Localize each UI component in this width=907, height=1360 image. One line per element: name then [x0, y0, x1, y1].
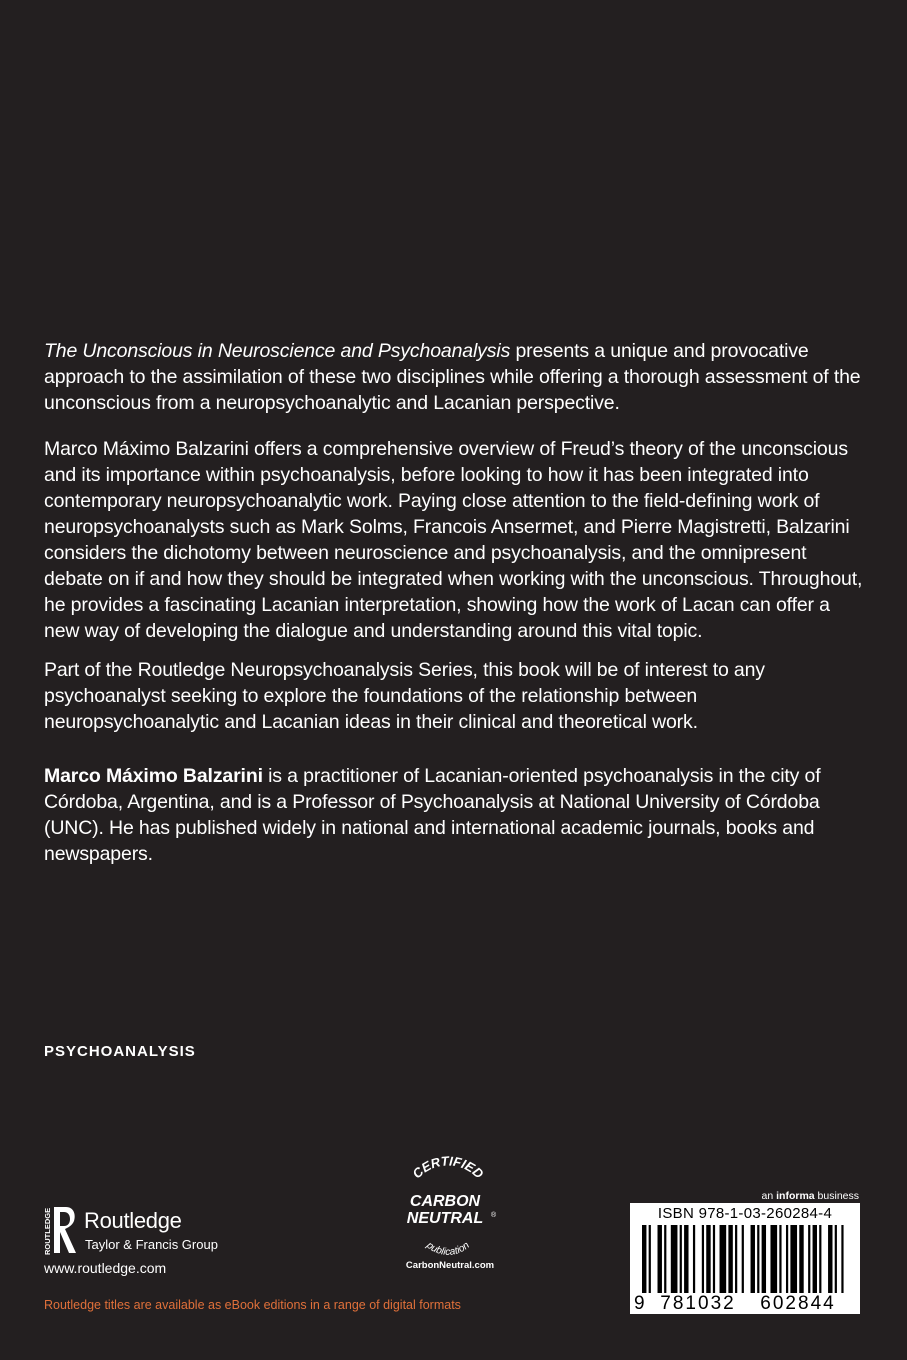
barcode-bar: [671, 1225, 678, 1293]
carbon-neutral-publication: publication: [424, 1240, 472, 1258]
barcode-bar: [702, 1225, 704, 1293]
barcode-bar: [790, 1225, 797, 1293]
carbon-neutral-logo: [385, 1148, 511, 1278]
barcode-bar: [742, 1225, 744, 1293]
barcode-bar: [779, 1225, 781, 1293]
barcode-bar: [720, 1225, 727, 1293]
barcode-bar: [751, 1225, 755, 1293]
barcode-digits: [630, 1291, 860, 1313]
carbon-neutral-carbon: CARBON: [409, 1193, 481, 1210]
barcode-bar: [819, 1225, 821, 1293]
barcode-bar: [642, 1225, 646, 1293]
carbon-neutral-neutral: NEUTRAL: [406, 1210, 484, 1227]
ebook-note: Routledge titles are available as eBook editions in a range of digital formats: [44, 1298, 461, 1312]
barcode-bars: [642, 1225, 848, 1293]
blurb-paragraph-1: [44, 338, 866, 416]
carbon-neutral-certified: CERTIFIED: [409, 1153, 487, 1182]
barcode-right-digits: 602844: [760, 1293, 836, 1313]
blurb-paragraph-2: [44, 436, 866, 644]
barcode-bar: [799, 1225, 803, 1293]
barcode-bar: [706, 1225, 710, 1293]
informa-suffix: business: [814, 1190, 859, 1202]
publisher-group: Taylor & Francis Group: [85, 1237, 218, 1252]
carbon-neutral-registered: ®: [491, 1212, 497, 1219]
informa-tagline: [762, 1190, 859, 1202]
barcode-lead-digit: 9: [634, 1293, 645, 1313]
barcode-bar: [808, 1225, 810, 1293]
barcode-bar: [713, 1225, 715, 1293]
barcode-bar: [680, 1225, 682, 1293]
isbn-label: ISBN 978-1-03-260284-4: [657, 1205, 833, 1222]
barcode-bar: [735, 1225, 737, 1293]
barcode-bar: [813, 1225, 817, 1293]
isbn-barcode: [630, 1203, 860, 1314]
routledge-vertical-text: ROUTLEDGE: [43, 1207, 52, 1255]
barcode-bar: [835, 1225, 837, 1293]
barcode-bar: [841, 1225, 843, 1293]
barcode-bar: [762, 1225, 766, 1293]
book-title-italic: The Unconscious in Neuroscience and Psychoanalysis: [44, 340, 511, 362]
barcode-bar: [728, 1225, 732, 1293]
barcode-bar: [664, 1225, 666, 1293]
routledge-mark-icon: [40, 1205, 78, 1255]
routledge-logo: [40, 1205, 260, 1265]
barcode-bar: [658, 1225, 662, 1293]
barcode-bar: [649, 1225, 651, 1293]
barcode-bar: [693, 1225, 695, 1293]
publisher-name: Routledge: [84, 1208, 182, 1233]
barcode-bar: [828, 1225, 832, 1293]
blurb-p1-text: presents a unique and provocative approach to the assimilation of these two disciplines while offering a thorough assessment of the unconscious from a neuropsychoanalytic and Lacanian perspective.: [44, 340, 861, 414]
barcode-bar: [684, 1225, 688, 1293]
routledge-r-shape: [54, 1207, 76, 1253]
carbon-neutral-website: CarbonNeutral.com: [405, 1260, 495, 1271]
barcode-bar: [770, 1225, 777, 1293]
barcode-bar: [786, 1225, 788, 1293]
barcode-left-digits: 781032: [660, 1293, 736, 1313]
subject-category: PSYCHOANALYSIS: [44, 1043, 196, 1060]
barcode-bar: [757, 1225, 759, 1293]
publisher-website[interactable]: www.routledge.com: [44, 1260, 167, 1276]
author-bio-text: is a practitioner of Lacanian-oriented psychoanalysis in the city of Córdoba, Argentina, and is a Professor of Psychoanalysis at National University of Córdoba (UNC). He has published widely in national and international academic journals, books and newspapers.: [44, 765, 821, 865]
blurb-paragraph-3: [44, 657, 866, 735]
informa-prefix: an: [761, 1190, 777, 1202]
blurb-p2-text: Marco Máximo Balzarini offers a comprehensive overview of Freud’s theory of the unconscious and its importance within psychoanalysis, before looking to how it has been integrated into contemporary neuropsychoanalytic work. Paying close attention to the field-defining work of neuropsychoanalysts such as Mark Solms, Francois Ansermet, and Pierre Magistretti, Balzarini considers the dichotomy between neuroscience and psychoanalysis, and the omnipresent debate on if and how they should be integrated when working with the unconscious. Throughout, he provides a fascinating Lacanian interpretation, showing how the work of Lacan can offer a new way of developing the dialogue and understanding around this vital topic.: [44, 438, 863, 642]
author-name: Marco Máximo Balzarini: [44, 765, 263, 787]
blurb-p3-text: Part of the Routledge Neuropsychoanalysis Series, this book will be of interest to any psychoanalyst seeking to explore the foundations of the relationship between neuropsychoanalytic and Lacanian ideas in their clinical and theoretical work.: [44, 659, 765, 733]
informa-brand: informa: [776, 1190, 815, 1202]
author-bio: [44, 763, 866, 867]
